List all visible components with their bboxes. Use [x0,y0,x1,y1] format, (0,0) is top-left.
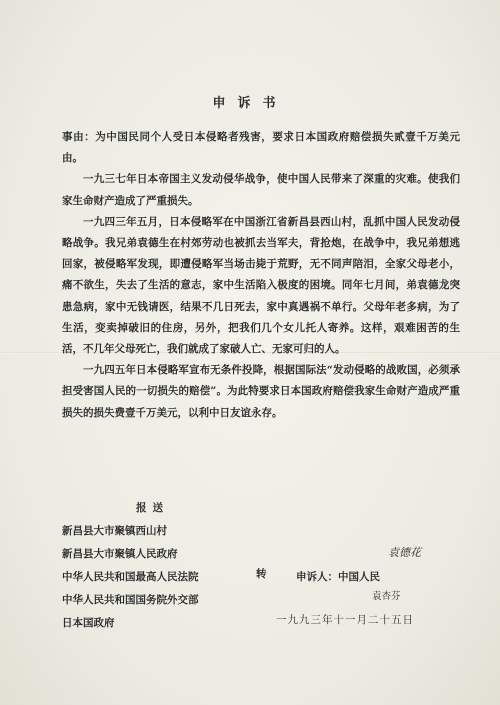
appellant-label: 申诉人：中国人民 [296,571,380,583]
handwritten-signature: 袁德花 [388,546,421,559]
document-body [62,127,460,424]
document-title: 申诉书 [212,96,288,111]
recipients-header: 报送 [136,502,169,514]
paragraph-2: 一九四三年五月，日本侵略军在中国浙江省新昌县西山村，乱抓中国人民发动侵略战争。我兄弟袁德生在村郊劳动也被抓去当军夫，背抢炮，在战争中，我兄弟想逃回家，被侵略军发现，即遭侵略军当场击毙于荒野，无不同声陪泪，全家父母老小，痛不欲生，失去了生活的意志，家中生活陷入极度的困境。同年七月间，弟袁德龙突患急病，家中无钱请医，结果不几日死去，家中真遇祸不单行。父母年老多病，为了生活，变卖掉破旧的住房，另外，把我们几个女儿托人寄养。这样，艰难困苦的生活，不几年父母死亡，我们就成了家破人亡、无家可归的人。 [62,215,460,356]
recipient-item: 新昌县大市聚镇人民政府 [62,548,178,560]
appellant-name: 袁杏芬 [372,591,401,602]
recipient-item: 中华人民共和国最高人民法院 [62,571,199,583]
reason-line: 事由：为中国民同个人受日本侵略者残害，要求日本国政府赔偿损失贰壹千万美元由。 [62,131,460,165]
recipient-item: 中华人民共和国国务院外交部 [62,594,199,606]
recipient-item: 新昌县大市聚镇西山村 [62,525,167,537]
paragraph-1: 一九三七年日本帝国主义发动侵华战争，使中国人民带来了深重的灾难。使我们家生命财产造成了严重损失。 [62,173,460,207]
recipient-item: 日本国政府 [62,617,115,629]
document-date: 一九九三年十一月二十五日 [276,614,414,626]
forward-mark: 转 [256,568,267,580]
paragraph-3: 一九四五年日本侵略军宣布无条件投降，根据国际法“发动侵略的战败国，必须承担受害国人民的一切损失的赔偿”。为此特要求日本国政府赔偿我家生命财产造成严重损失的损失费壹千万美元，以利中日友谊永存。 [62,364,460,419]
